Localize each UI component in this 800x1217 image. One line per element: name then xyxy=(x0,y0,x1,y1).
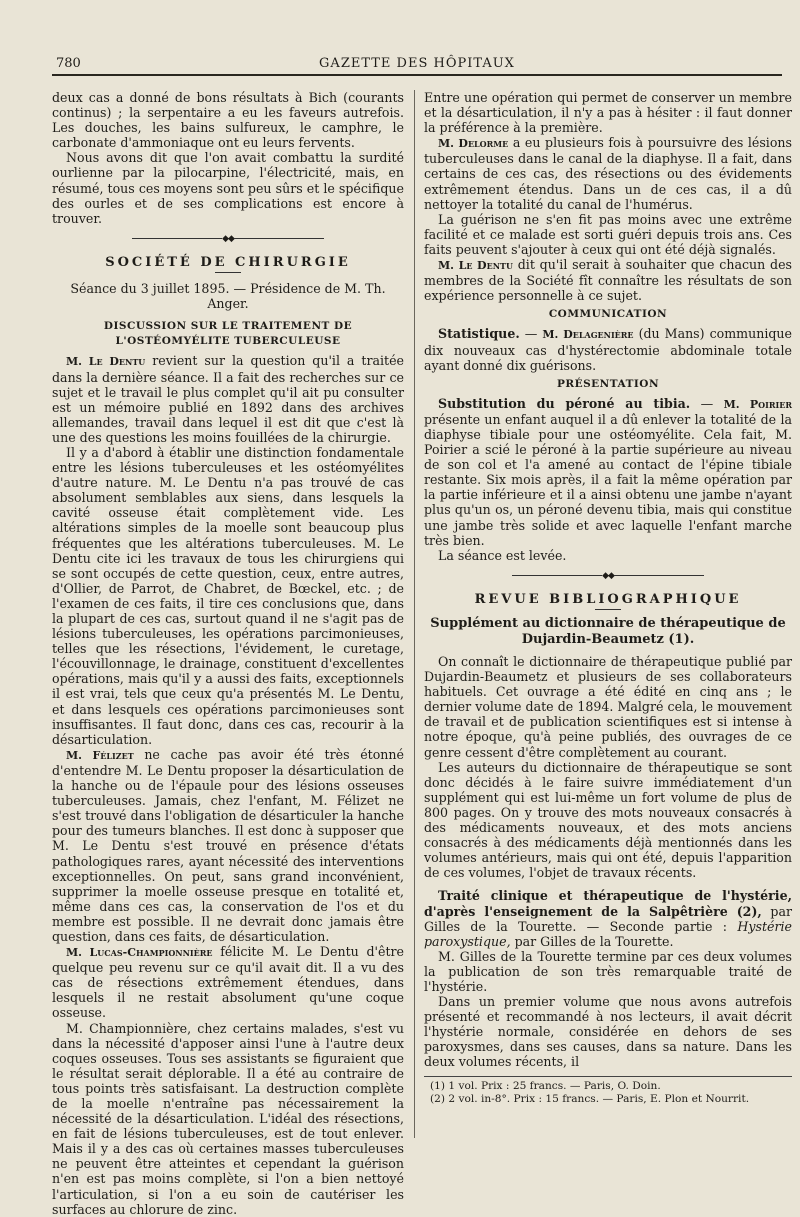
right-column: Entre une opération qui permet de conserver un membre et la désarticulation, il n'y a pas à hésiter : il faut donner la préférence à la première. M. Delorme a eu plusieurs fois à poursuivre des lésions tuberculeuses dans le canal de la diaphyse. Il a fait, dans certains de ces cas, des résections ou des évidements extrêmement étendus. Dans un de ces cas, il a dû nettoyer la totalité du canal de l'humérus. La guérison ne s'en fit pas moins avec une extrême facilité et ce malade est sorti guéri depuis trois ans. Ces faits peuvent s'ajouter à ceux qui ont été déjà signalés. M. Le Dentu dit qu'il serait à souhaiter que chacun des membres de la Société fît connaître les résultats de son expérience personnelle à ce sujet. COMMUNICATION Statistique. — M. Delagenière (du Mans) communique dix nouveaux cas d'hystérectomie abdominale totale ayant donné dix guérisons. PRÉSENTATION Substitution du péroné au tibia. — M. Poirier présente un enfant auquel il a dû enlever la totalité de la diaphyse tibiale pour une ostéomyélite. Cela fait, M. Poirier a scié le péroné à la partie supérieure au niveau de son col et l'a amené au contact de l'épine tibiale restante. Six mois après, il a fait la même opération par la partie inférieure et il a ainsi obtenu une jambe n'ayant plus qu'un os, un péroné devenu tibia, mais qui constitue une jambe très solide et avec laquelle l'enfant marche très bien. La séance est levée. ◆◆ REVUE BIBLIOGRAPHIQUE Supplément au dictionnaire de thérapeutique de Dujardin-Beaumetz (1). On connaît le dictionnaire de thérapeutique publié par Dujardin-Beaumetz et plusieurs de ses collaborateurs habituels. Cet ouvrage a été édité en cinq ans ; le dernier volume date de 1894. Malgré cela, le mouvement de travail et de publication scientifiques est si intense à notre époque, qu'à peine publiés, des ouvrages de ce genre cessent d'être complètement au courant. Les auteurs du dictionnaire de thérapeutique se sont donc décidés à le faire suivre immédiatement d'un supplément qui est lui-même un fort volume de plus de 800 pages. On y trouve des mots nouveaux consacrés à des médicaments nouveaux, et des mots anciens consacrés à des médicaments déjà mentionnés dans les volumes antérieurs, mais qui ont été, depuis l'apparition de ces volumes, l'objet de travaux récents. Traité clinique et thérapeutique de l'hystérie, d'après l'enseignement de la Salpêtrière (2), par Gilles de la Tourette. — Seconde partie : Hystérie paroxystique, par Gilles de la Tourette. M. Gilles de la Tourette termine par ces deux volumes la publication de son très remarquable traité de l'hystérie. Dans un premier volume que nous avons autrefois présenté et recommandé à nos lecteurs, il avait décrit l'hystérie normale, considérée en dehors de ses paroxysmes, dans ses causes, dans sa nature. Dans les deux volumes récents, il (1) 1 vol. Prix : 25 francs. — Paris, O. Doin. (2) 2 vol. in-8°. Prix : 15 francs. — Paris, E. Plon et Nourrit. xyxy=(424,90,792,1105)
speaker-name: M. Poirier xyxy=(723,397,792,411)
paragraph: présente un enfant auquel il a dû enlever la totalité de la diaphyse tibiale pour une ostéomyélite. Cela fait, M. Poirier a scié le péroné à la partie supérieure au niveau de son col et l'a amené au contact de l'épine tibiale restante. Six mois après, il a fait la même opération par la partie inférieure et il a ainsi obtenu une jambe n'ayant plus qu'un os, un péroné devenu tibia, mais qui constitue une jambe très solide et avec laquelle l'enfant marche très bien. xyxy=(424,411,792,548)
speaker-name: M. Lucas-Championnière xyxy=(66,946,213,960)
session-line: Séance du 3 juillet 1895. — Présidence de M. Th. Anger. xyxy=(70,281,386,312)
paragraph: On connaît le dictionnaire de thérapeutique publié par Dujardin-Beaumetz et plusieurs de ses collaborateurs habituels. Cet ouvrage a été édité en cinq ans ; le dernier volume date de 1894. Malgré cela, le mouvement de travail et de publication scientifiques est si intense à notre époque, qu'à peine publiés, des ouvrages de ce genre cessent d'être complètement au courant. xyxy=(424,654,792,760)
paragraph: a eu plusieurs fois à poursuivre des lésions tuberculeuses dans le canal de la diaphyse. Il a fait, dans certains de ces cas, des résections ou des évidements extrêmement étendus. Dans un de ces cas, il a dû nettoyer la totalité du canal de l'humérus. xyxy=(424,135,792,212)
paragraph: Les auteurs du dictionnaire de thérapeutique se sont donc décidés à le faire suivre immédiatement d'un supplément qui est lui-même un fort volume de plus de 800 pages. On y trouve des mots nouveaux consacrés à des médicaments nouveaux, et des mots anciens consacrés à des médicaments déjà mentionnés dans les volumes antérieurs, mais qui ont été, depuis l'apparition de ces volumes, l'objet de travaux récents. xyxy=(424,759,792,881)
speaker-name: M. Delagenière xyxy=(542,328,634,342)
paragraph: dit qu'il serait à souhaiter que chacun des membres de la Société fît connaître les résultats de son expérience personnelle à ce sujet. xyxy=(424,257,792,304)
short-rule xyxy=(215,272,241,273)
paragraph: Nous avons dit que l'on avait combattu la surdité ourlienne par la pilocarpine, l'électricité, mais, en résumé, tous ces moyens sont peu sûrs et le spécifique des ourles et de ses complications est encore à trouver. xyxy=(52,150,404,226)
running-title: GAZETTE DES HÔPITAUX xyxy=(319,56,515,71)
paragraph: Il y a d'abord à établir une distinction fondamentale entre les lésions tuberculeuses et les ostéomyélites d'autre nature. M. Le Dentu n'a pas trouvé de cas absolument semblables aux siens, dans lesquels la cavité osseuse était complètement vide. Les altérations simples de la moelle sont beaucoup plus fréquentes que les altérations tuberculeuses. M. Le Dentu cite ici les travaux de tous les chirurgiens qui se sont occupés de cette question, ceux, entre autres, d'Ollier, de Parrot, de Chabret, de Bœckel, etc. ; de l'examen de ces faits, il tire ces conclusions que, dans la plupart de ces cas, surtout quand il ne s'agit pas de lésions tuberculeuses, les opérations parcimonieuses, telles que les résections, l'évidement, le curetage, l'écouvillonnage, le drainage, constituent d'excellentes opérations, mais qu'il y a aussi des faits, exceptionnels il est vrai, tels que ceux qu'a présentés M. Le Dentu, et dans lesquels ces opérations parcimonieuses sont insuffisantes. Il faut donc, dans ces cas, recourir à la désarticulation. xyxy=(52,444,404,747)
discussion-title: DISCUSSION SUR LE TRAITEMENT DE L'OSTÉOMYÉLITE TUBERCULEUSE xyxy=(103,320,353,348)
page-header xyxy=(52,54,782,76)
speaker-name: M. Delorme xyxy=(438,137,509,151)
book-title: Traité clinique et thérapeutique de l'hystérie, d'après l'enseignement de la Salpêtrière (2), xyxy=(424,888,792,919)
section-title: SOCIÉTÉ DE CHIRURGIE xyxy=(105,254,351,270)
ornament-divider: ◆◆ xyxy=(52,232,404,247)
book-author: par Gilles de la Tourette. xyxy=(514,933,674,949)
speaker-name: M. Le Dentu xyxy=(66,355,146,369)
book-byline: par Gilles de la Tourette. — Seconde partie : xyxy=(424,903,792,934)
section-title: REVUE BIBLIOGRAPHIQUE xyxy=(474,591,742,607)
column-divider xyxy=(414,90,415,1138)
paragraph: félicite M. Le Dentu d'être quelque peu revenu sur ce qu'il avait dit. Il a vu des cas de résections extrêmement étendues, dans lesquels il ne restait absolument qu'une coque osseuse. xyxy=(52,944,404,1021)
presentation-heading: PRÉSENTATION xyxy=(556,377,660,390)
paragraph: (du Mans) communique dix nouveaux cas d'hystérectomie abdominale totale ayant donné dix guérisons. xyxy=(424,326,792,373)
ornament-divider: ◆◆ xyxy=(424,569,792,584)
speaker-name: M. Le Dentu xyxy=(438,259,513,273)
paragraph: revient sur la question qu'il a traitée dans la dernière séance. Il a fait des recherches sur ce sujet et le travail le plus complet qu'il ait pu consulter est un mémoire publié en 1892 dans des archives allemandes, travail dans lequel il est dit que c'est là une des questions les moins fouillées de la chirurgie. xyxy=(52,353,404,445)
paragraph: La guérison ne s'en fit pas moins avec une extrême facilité et ce malade est sorti guéri depuis trois ans. Ces faits peuvent s'ajouter à ceux qui ont été déjà signalés. xyxy=(424,211,792,257)
left-column xyxy=(52,90,404,1217)
paragraph: ne cache pas avoir été très étonné d'entendre M. Le Dentu proposer la désarticulation de la hanche ou de l'épaule pour des lésions osseuses tuberculeuses. Jamais, chez l'enfant, M. Félizet ne s'est trouvé dans l'obligation de désarticuler la hanche pour des tumeurs blanches. Il est donc à supposer que M. Le Dentu s'est trouvé en présence d'états pathologiques rares, ayant nécessité des interventions exceptionnelles. On peut, sans grand inconvénient, supprimer la moelle osseuse presque en totalité et, même dans ces cas, la conservation de l'os et du membre est possible. Il ne devrait donc jamais être question, dans ces faits, de désarticulation. xyxy=(52,746,404,944)
header-rule xyxy=(52,74,782,76)
speaker-name: M. Félizet xyxy=(66,748,134,762)
footnotes xyxy=(424,1076,792,1106)
short-rule xyxy=(595,609,621,610)
footnote: (1) 1 vol. Prix : 25 francs. — Paris, O. Doin. xyxy=(430,1079,661,1092)
book-subtitle: Hystérie paroxystique, xyxy=(424,918,792,949)
book-title: Supplément au dictionnaire de thérapeutique de Dujardin-Beaumetz (1). xyxy=(430,616,786,647)
closing-line: La séance est levée. xyxy=(438,547,567,563)
paragraph: Dans un premier volume que nous avons autrefois présenté et recommandé à nos lecteurs, il avait décrit l'hystérie normale, considérée en dehors de ses paroxysmes, dans ses causes, dans sa nature. Dans les deux volumes récents, il xyxy=(424,994,792,1070)
page-number: 780 xyxy=(56,56,81,71)
paragraph: M. Gilles de la Tourette termine par ces deux volumes la publication de son très remarquable traité de l'hystérie. xyxy=(424,948,792,994)
paragraph: deux cas a donné de bons résultats à Bich (courants continus) ; la serpentaire a eu les faveurs autrefois. Les douches, les bains sulfureux, le camphre, le carbonate d'ammoniaque ont eu leurs fervents. xyxy=(52,90,404,151)
communication-heading: COMMUNICATION xyxy=(548,308,668,321)
footnote: (2) 2 vol. in-8°. Prix : 15 francs. — Paris, E. Plon et Nourrit. xyxy=(430,1092,750,1105)
item-title: Substitution du péroné au tibia. xyxy=(438,395,691,411)
paragraph: Entre une opération qui permet de conserver un membre et la désarticulation, il n'y a pas à hésiter : il faut donner la préférence à la première. xyxy=(424,90,792,136)
paragraph: M. Championnière, chez certains malades, s'est vu dans la nécessité d'apposer ainsi l'une à l'autre deux coques osseuses. Tous ses assistants se figuraient que le résultat serait déplorable. Il a été au contraire de tous points très satisfaisant. La destruction complète de la moelle n'entraîne pas nécessairement la nécessité de la désarticulation. L'idéal des résections, en fait de lésions tuberculeuses, est de tout enlever. Mais il y a des cas où certaines masses tuberculeuses ne peuvent être atteintes et cependant la guérison n'en est pas moins complète, si l'on a bien nettoyé l'articulation, si l'on a eu soin de cautériser les surfaces au chlorure de zinc. xyxy=(52,1020,404,1217)
item-title: Statistique. xyxy=(438,326,520,342)
